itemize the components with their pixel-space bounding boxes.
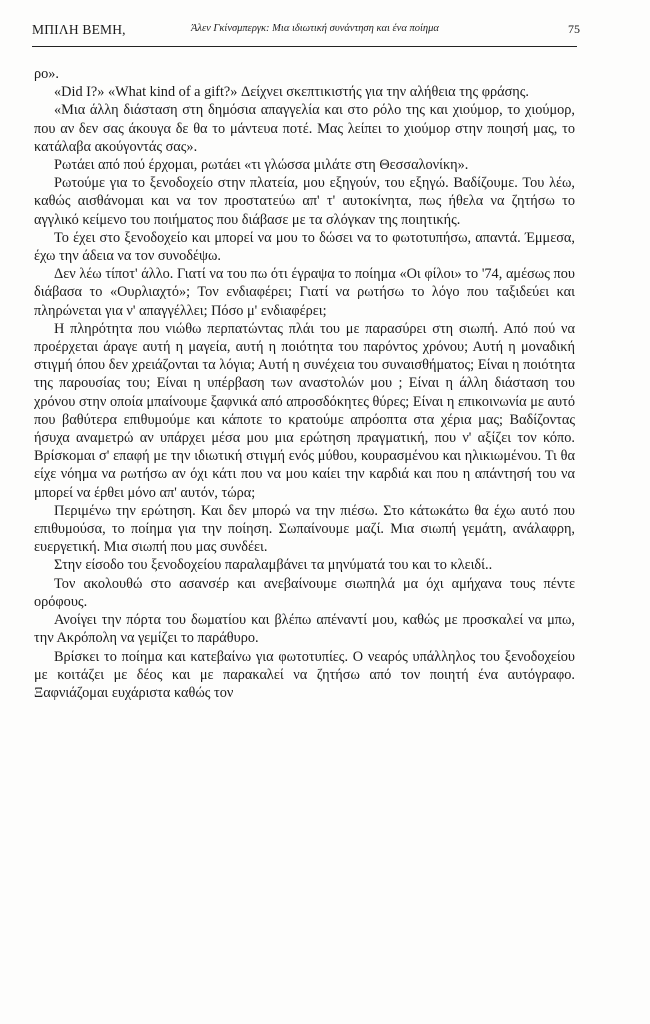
paragraph: Δεν λέω τίποτ' άλλο. Γιατί να του πω ότι έγραψα το ποίημα «Οι φίλοι» το '74, αμέσως που διάβασα το «Ουρλιαχτό»; Τον ενδιαφέρει; Γιατί να ρωτήσω το λόγο που ταξιδεύει και πληρώνεται για ν' απαγγέλλει; Πόσο μ' ενδιαφέρει; <box>34 266 575 319</box>
header-rule <box>32 46 577 47</box>
paragraph: Περιμένω την ερώτηση. Και δεν μπορώ να την πιέσω. Στο κάτωκάτω θα έχω αυτό που επιθυμούσα, το ποίημα για την ποίηση. Σωπαίνουμε μαζί. Μια σιωπή γεμάτη, ανάλαφρη, ευεργετική. Μια σιωπή που μας συνδέει. <box>34 502 575 556</box>
running-header <box>32 18 580 44</box>
paragraph: Στην είσοδο του ξενοδοχείου παραλαμβάνει τα μηνύματά του και το κλειδί.. <box>54 557 493 574</box>
paragraph: ρο». <box>34 66 60 82</box>
paragraph: Ρωτούμε για το ξενοδοχείο στην πλατεία, μου εξηγούν, του εξηγώ. Βαδίζουμε. Του λέω, καθώς αισθάνομαι και να τον προστατεύω απ' τ' αυτοκίνητα, πως ήθελα να ζητήσω το αγγλικό κείμενο του ποιήματος που διάβασε με τα σλόγκαν της ποιητικής. <box>34 175 575 228</box>
paragraph: Βρίσκει το ποίημα και κατεβαίνω για φωτοτυπίες. Ο νεαρός υπάλληλος του ξενοδοχείου με κοιτάζει με δέος και με παρακαλεί να ζητήσω από τον ποιητή ένα αυτόγραφο. Ξαφνιάζομαι ευχάριστα καθώς τον <box>34 648 575 701</box>
paragraph: Ρωτάει από πού έρχομαι, ρωτάει «τι γλώσσα μιλάτε στη Θεσσαλονίκη». <box>54 157 469 174</box>
body-text <box>34 65 575 702</box>
paragraph: Η πληρότητα που νιώθω περπατώντας πλάι του με παρασύρει στη σιωπή. Από πού να προέρχεται άραγε αυτή η μαγεία, αυτή η ποιότητα του παρόντος χρόνου; Αυτή η μοναδική στιγμή όπου δεν χρειάζονται τα λόγια; Αυτή η συνέχεια του συναισθήματος; Είναι η ποιότητα της παρουσίας του; Είναι η υπέρβαση των αναστολών μου ; Είναι η άλλη διάσταση του χρόνου στην οποία μπαίνουμε ξαφνικά από απροσδόκητες θύρες; Είναι η επικοινωνία με αυτό που βαθύτερα επιθυμούμε και κάποτε το κρατούμε απρόοπτα στα χέρια μας; Βαδίζοντας ήσυχα αναμετρώ αν υπάρχει μέσα μου μια ερώτηση πραγματική, που ν' αξίζει τον κόπο. Βρίσκομαι σ' επαφή με την ιδιωτική στιγμή ενός μύθου, κουρασμένου και ηλικιωμένου. Τι θα είχε νόημα να ρωτήσω αν όχι κάτι που να μου καίει την καρδιά και που η απάντησή του να μπορεί να έρθει μόνο απ' αυτόν, τώρα; <box>34 320 575 501</box>
paragraph: «Did I?» «What kind of a gift?» Δείχνει σκεπτικιστής για την αλήθεια της φράσης. <box>54 84 529 101</box>
paragraph: Το έχει στο ξενοδοχείο και μπορεί να μου το δώσει να το φωτοτυπήσω, απαντά. Έμμεσα, έχω την άδεια να τον συνοδέψω. <box>34 229 575 265</box>
header-article-title: Άλεν Γκίνσμπεργκ: Μια ιδιωτική συνάντηση και ένα ποίημα <box>191 23 439 34</box>
header-author: ΜΠΙΛΗ ΒΕΜΗ, <box>32 22 126 37</box>
paragraph: Ανοίγει την πόρτα του δωματίου και βλέπω απέναντί μου, καθώς με προσκαλεί να μπω, την Ακρόπολη να γεμίζει το παράθυρο. <box>34 612 575 647</box>
paragraph: «Μια άλλη διάσταση στη δημόσια απαγγελία και στο ρόλο της και χιούμορ, το χιούμορ, που αν δεν σας άκουγα δε θα το μάντευα ποτέ. Μας λείπει το χιούμορ στην ποιησή μας, το κατάλαβα ακούγοντάς σας». <box>34 102 575 155</box>
paragraph: Τον ακολουθώ στο ασανσέρ και ανεβαίνουμε σιωπηλά μα όχι αμήχανα τους πέντε ορόφους. <box>34 575 575 610</box>
page-number: 75 <box>568 22 580 36</box>
